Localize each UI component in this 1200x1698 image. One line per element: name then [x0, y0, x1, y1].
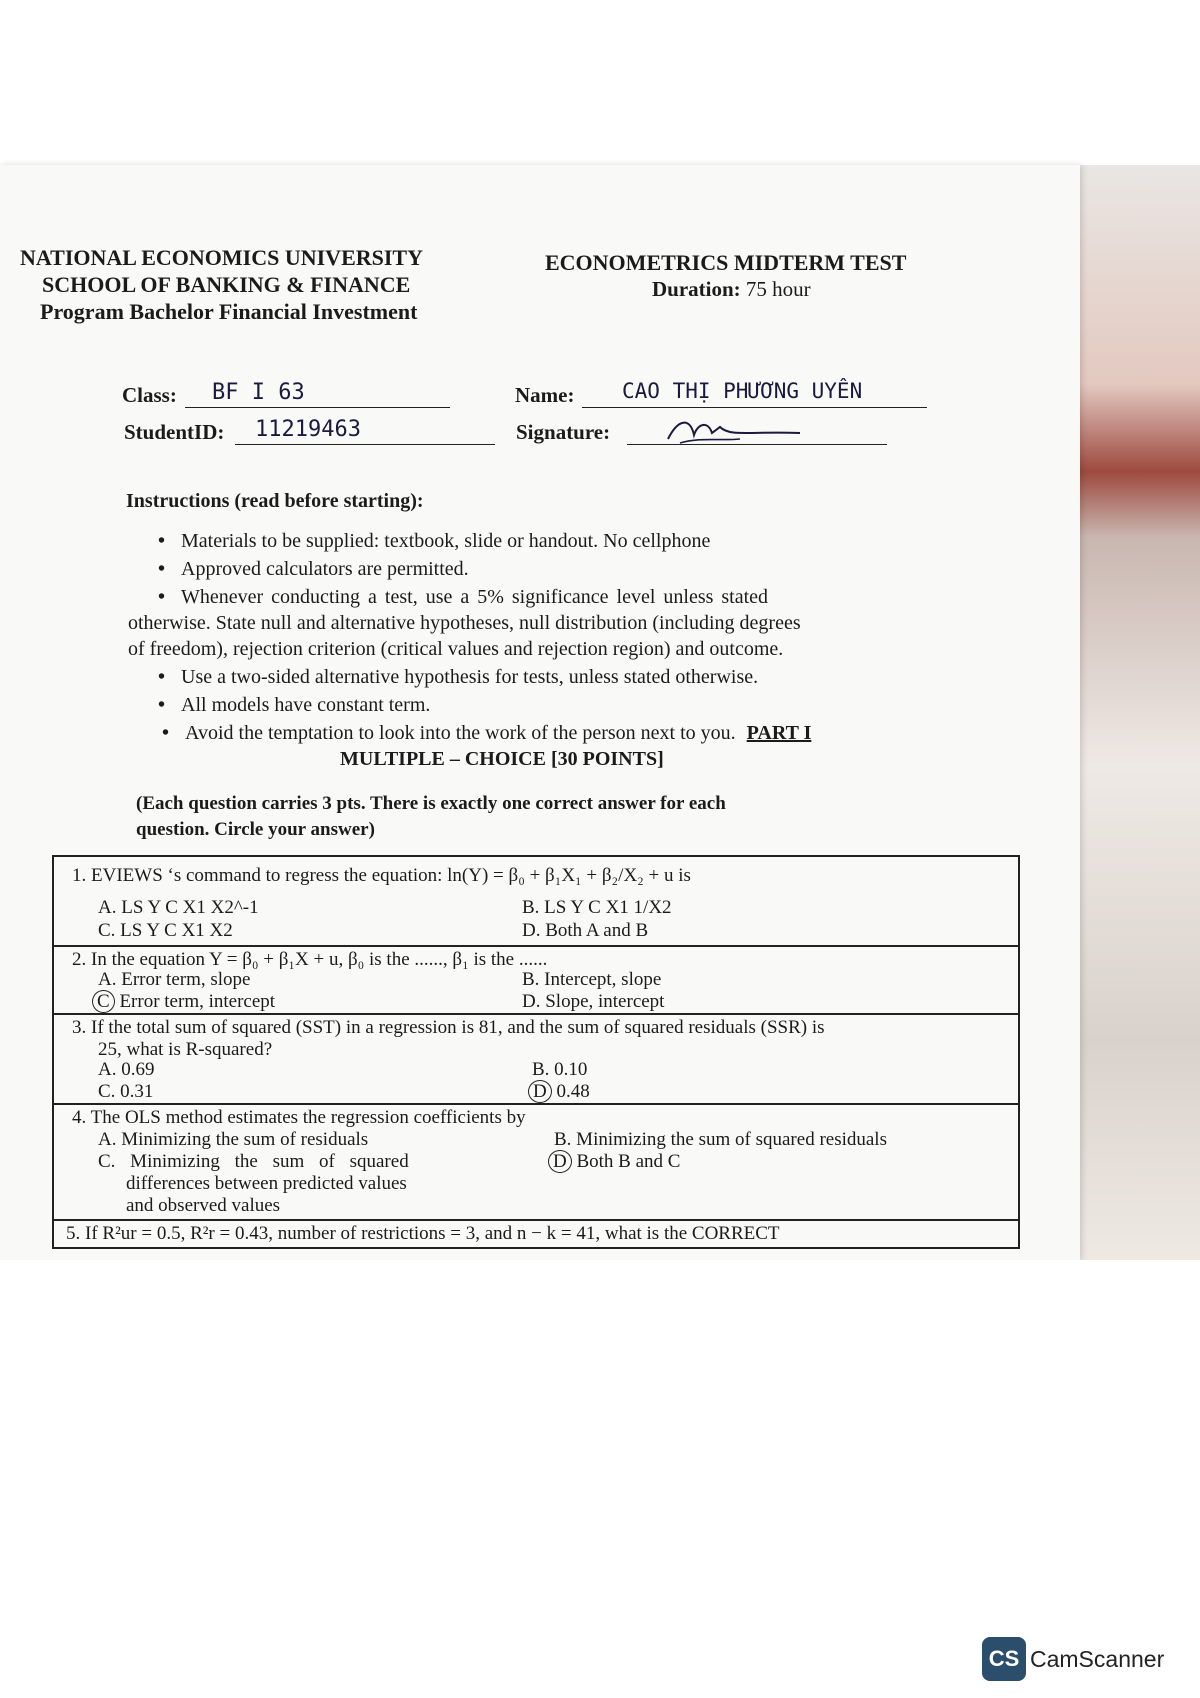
photo-background-right — [1080, 165, 1200, 1260]
instruction-item-cont: of freedom), rejection criterion (critical values and rejection region) and outcome. — [128, 638, 784, 660]
question-stem: 5. If R²ur = 0.5, R²r = 0.43, number of restrictions = 3, and n − k = 41, what is the CORRECT — [66, 1223, 780, 1244]
option-b[interactable]: B. Intercept, slope — [522, 969, 662, 990]
studentid-underline — [235, 444, 495, 445]
university-name: NATIONAL ECONOMICS UNIVERSITY — [20, 245, 423, 270]
circled-answer: C — [92, 990, 115, 1013]
page-bottom-blank — [0, 1260, 1200, 1698]
studentid-label: StudentID: — [124, 420, 225, 444]
camscanner-logo: CS — [982, 1637, 1026, 1681]
option-d[interactable] — [548, 1151, 680, 1173]
option-a[interactable]: A. 0.69 — [98, 1059, 155, 1080]
option-c-cont: differences between predicted values — [126, 1173, 407, 1194]
instruction-item: • Whenever conducting a test, use a 5% significance level unless stated — [158, 586, 768, 609]
option-c[interactable]: C. LS Y C X1 X2 — [98, 920, 233, 941]
signature-label: Signature: — [516, 420, 611, 444]
option-a[interactable]: A. Minimizing the sum of residuals — [98, 1129, 369, 1150]
school-name: SCHOOL OF BANKING & FINANCE — [42, 272, 411, 297]
studentid-value[interactable]: 11219463 — [255, 417, 361, 442]
option-d[interactable]: D. Slope, intercept — [522, 991, 665, 1012]
option-text: Both B and C — [576, 1151, 681, 1172]
question-2 — [54, 947, 1018, 1015]
option-text: 0.48 — [556, 1081, 590, 1102]
option-c[interactable]: C. 0.31 — [98, 1081, 154, 1102]
name-value[interactable]: CAO THỊ PHƯƠNG UYÊN — [622, 379, 863, 403]
question-stem: 3. If the total sum of squared (SST) in a regression is 81, and the sum of squared residuals (SSR) is — [72, 1017, 825, 1038]
question-3 — [54, 1015, 1018, 1105]
instruction-item: • All models have constant term. — [158, 694, 430, 717]
instruction-item: • Approved calculators are permitted. — [158, 558, 469, 581]
option-d[interactable] — [528, 1081, 590, 1103]
instruction-text: Avoid the temptation to look into the work of the person next to you. — [185, 722, 736, 744]
instruction-item: • Materials to be supplied: textbook, slide or handout. No cellphone — [158, 530, 710, 553]
question-5 — [54, 1221, 1018, 1247]
section-title: MULTIPLE – CHOICE [30 POINTS] — [340, 748, 664, 770]
question-4 — [54, 1105, 1018, 1221]
option-b[interactable]: B. Minimizing the sum of squared residuals — [554, 1129, 887, 1150]
question-1 — [54, 857, 1018, 947]
option-b[interactable]: B. LS Y C X1 1/X2 — [522, 897, 672, 918]
option-c[interactable] — [92, 991, 275, 1013]
instruction-item: • Use a two-sided alternative hypothesis for tests, unless stated otherwise. — [158, 666, 758, 689]
program-name: Program Bachelor Financial Investment — [40, 299, 418, 324]
name-label: Name: — [515, 383, 575, 407]
signature-mark[interactable] — [660, 413, 810, 449]
name-underline — [582, 407, 927, 408]
question-stem: 1. EVIEWS ‘s command to regress the equation: ln(Y) = β₀ + β₁X₁ + β₂/X₂ + u is — [72, 865, 691, 886]
section-note: question. Circle your answer) — [136, 819, 375, 840]
duration-value: 75 hour — [745, 277, 811, 301]
option-c-cont: and observed values — [126, 1195, 281, 1216]
class-value[interactable]: BF I 63 — [212, 380, 305, 405]
instruction-item-cont: otherwise. State null and alternative hypotheses, null distribution (including degrees — [128, 612, 801, 634]
duration — [652, 277, 811, 302]
instruction-item — [162, 722, 811, 745]
questions-table — [52, 855, 1020, 1249]
duration-label: Duration: — [652, 277, 741, 301]
instructions-title: Instructions (read before starting): — [126, 490, 424, 512]
camscanner-text: CamScanner — [1030, 1646, 1165, 1672]
class-underline — [185, 407, 450, 408]
class-label: Class: — [122, 383, 177, 407]
circled-answer: D — [528, 1080, 552, 1103]
test-title: ECONOMETRICS MIDTERM TEST — [545, 250, 907, 275]
option-d[interactable]: D. Both A and B — [522, 920, 649, 941]
option-c[interactable]: C. Minimizing the sum of squared — [98, 1151, 409, 1172]
option-b[interactable]: B. 0.10 — [532, 1059, 588, 1080]
circled-answer: D — [548, 1150, 572, 1173]
section-note: (Each question carries 3 pts. There is exactly one correct answer for each — [136, 793, 726, 814]
option-a[interactable]: A. Error term, slope — [98, 969, 251, 990]
option-text: Error term, intercept — [119, 991, 276, 1012]
question-stem: 4. The OLS method estimates the regression coefficients by — [72, 1107, 526, 1128]
option-a[interactable]: A. LS Y C X1 X2^-1 — [98, 897, 259, 918]
question-stem: 2. In the equation Y = β₀ + β₁X + u, β₀ is the ......, β₁ is the ...... — [72, 949, 548, 970]
part-label: PART I — [746, 722, 812, 744]
question-stem-cont: 25, what is R-squared? — [98, 1039, 273, 1060]
photo-background-top — [0, 0, 1200, 165]
